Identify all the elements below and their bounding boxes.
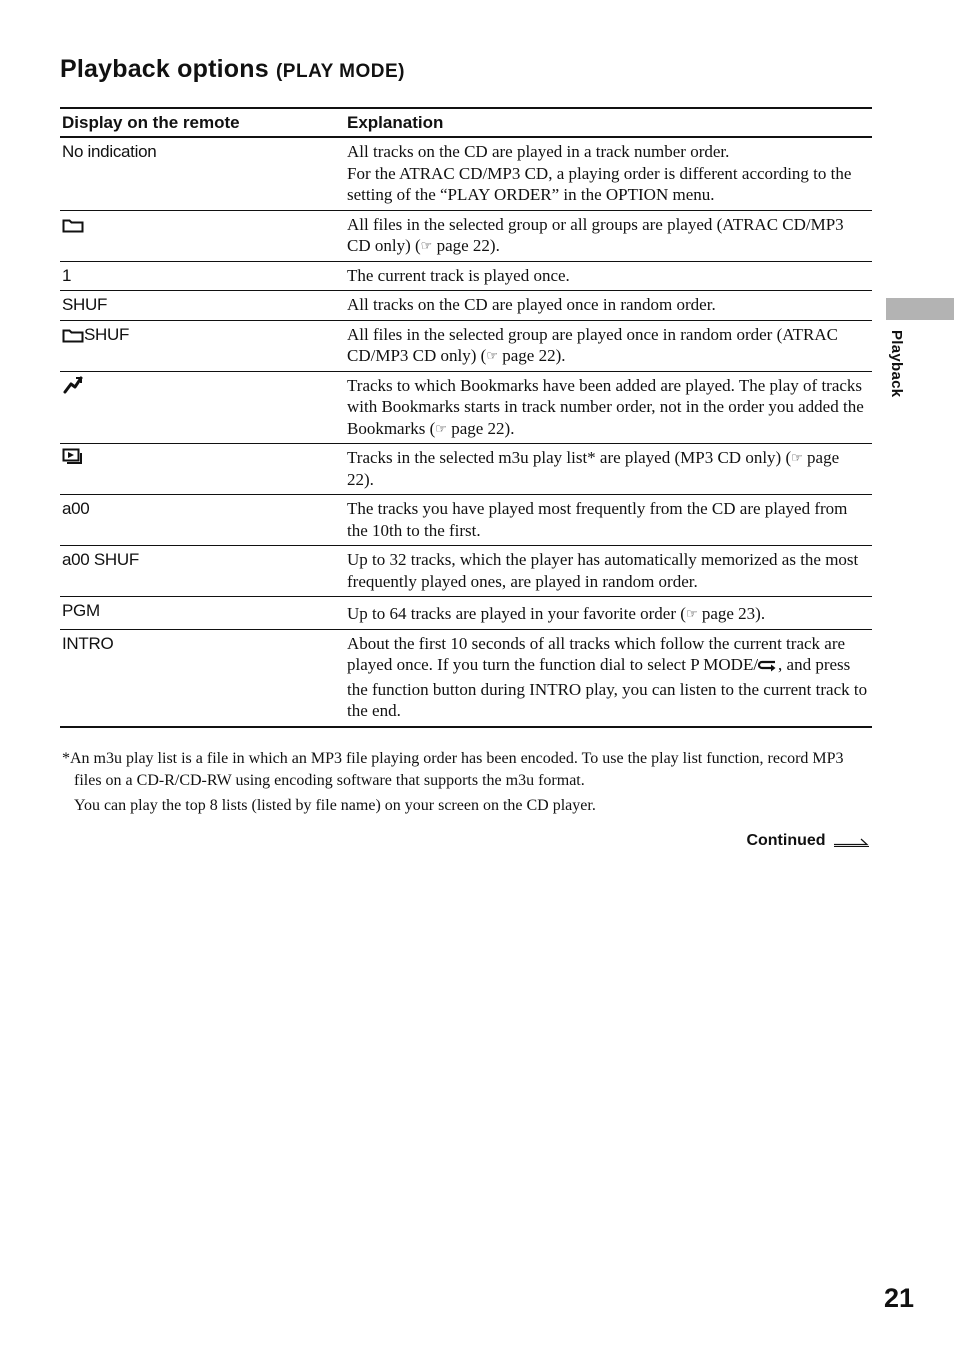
explanation-text: Tracks in the selected m3u play list* are played (MP3 CD only) ( (347, 448, 792, 467)
table-header-row (60, 108, 872, 137)
explanation-text: page 22). (446, 418, 515, 438)
explanation-cell: Up to 32 tracks, which the player has automatically memorized as the most frequently played ones, are played in random order. (345, 546, 872, 597)
display-cell: a00 (60, 495, 345, 546)
explanation-text: , and press the function button during INTRO play, you can listen to the current track to the end. (347, 655, 868, 720)
table-row (60, 495, 872, 546)
explanation-cell (345, 444, 872, 495)
display-label: SHUF (84, 324, 130, 344)
explanation-cell (345, 210, 872, 261)
explanation-cell: The current track is played once. (345, 261, 872, 291)
explanation-cell (345, 597, 872, 630)
explanation-text: All tracks on the CD are played in a track number order. (347, 142, 730, 161)
table-row (60, 371, 872, 444)
page-number: 21 (884, 1283, 915, 1313)
pointing-hand-icon: ☞ (420, 238, 433, 253)
pointing-hand-icon: ☞ (486, 348, 498, 363)
explanation-cell (345, 137, 872, 210)
table-row (60, 444, 872, 495)
table-row (60, 291, 872, 321)
explanation-text: page 22). (497, 346, 566, 365)
side-tab-label: Playback (888, 330, 905, 398)
explanation-cell: All tracks on the CD are played once in random order. (345, 291, 872, 321)
play-mode-table (60, 107, 872, 728)
footnote-line: *An m3u play list is a file in which an MP3 file playing order has been encoded. To use the play list function, record MP3 files on a CD-R/CD-RW using encoding software that supports the m3u format. (62, 750, 844, 789)
explanation-text: page 23). (697, 604, 766, 623)
footnote-line: You can play the top 8 lists (listed by file name) on your screen on the CD player. (74, 797, 596, 814)
continued-text: Continued (746, 832, 826, 849)
explanation-text: Tracks to which Bookmarks have been added are played. The play of tracks with Bookmarks starts in track number order, not in the order you added the Bookmarks ( (347, 375, 864, 438)
display-cell: SHUF (60, 291, 345, 321)
explanation-cell (345, 371, 872, 444)
side-tab-marker (886, 298, 954, 320)
explanation-text: All files in the selected group are played once in random order (ATRAC CD/MP3 CD only) ( (347, 324, 838, 365)
explanation-cell (345, 629, 872, 727)
explanation-text: All files in the selected group or all groups are played (ATRAC CD/MP3 CD only) ( (347, 214, 844, 255)
display-cell (60, 320, 345, 371)
footnote (62, 748, 862, 817)
display-cell: a00 SHUF (60, 546, 345, 597)
header-display: Display on the remote (60, 108, 345, 137)
table-row (60, 137, 872, 210)
continued-label (746, 832, 870, 850)
table-row (60, 210, 872, 261)
display-cell: No indication (60, 137, 345, 210)
folder-icon (62, 327, 84, 348)
explanation-text: page 22). (432, 236, 500, 255)
explanation-text: About the first 10 seconds of all tracks which follow the current track are played once. If you turn the function dial to select P MODE/ (347, 633, 846, 674)
display-cell (60, 444, 345, 495)
explanation-cell (345, 320, 872, 371)
table-row (60, 261, 872, 291)
explanation-text: Up to 64 tracks are played in your favorite order ( (347, 604, 686, 623)
display-cell: 1 (60, 261, 345, 291)
table-row (60, 597, 872, 630)
explanation-cell: The tracks you have played most frequently from the CD are played from the 10th to the first. (345, 495, 872, 546)
arrow-icon (834, 837, 870, 847)
pointing-hand-icon: ☞ (791, 450, 803, 465)
display-cell (60, 371, 345, 444)
display-cell: PGM (60, 597, 345, 630)
pointing-hand-icon: ☞ (435, 420, 447, 436)
bookmark-icon (62, 375, 84, 400)
page-title (60, 55, 405, 84)
repeat-arrow-icon (758, 657, 778, 679)
table-row (60, 546, 872, 597)
explanation-text: page 22). (347, 448, 840, 489)
display-cell (60, 210, 345, 261)
explanation-text: For the ATRAC CD/MP3 CD, a playing order is different according to the setting of the “PLAY ORDER” in the OPTION menu. (347, 163, 852, 204)
header-explanation: Explanation (345, 108, 872, 137)
title-sub: (PLAY MODE) (275, 61, 406, 82)
playlist-icon (62, 447, 84, 472)
table-row (60, 629, 872, 727)
pointing-hand-icon: ☞ (685, 606, 698, 621)
title-main: Playback options (60, 55, 269, 83)
display-cell: INTRO (60, 629, 345, 727)
folder-icon (62, 217, 84, 238)
table-row (60, 320, 872, 371)
